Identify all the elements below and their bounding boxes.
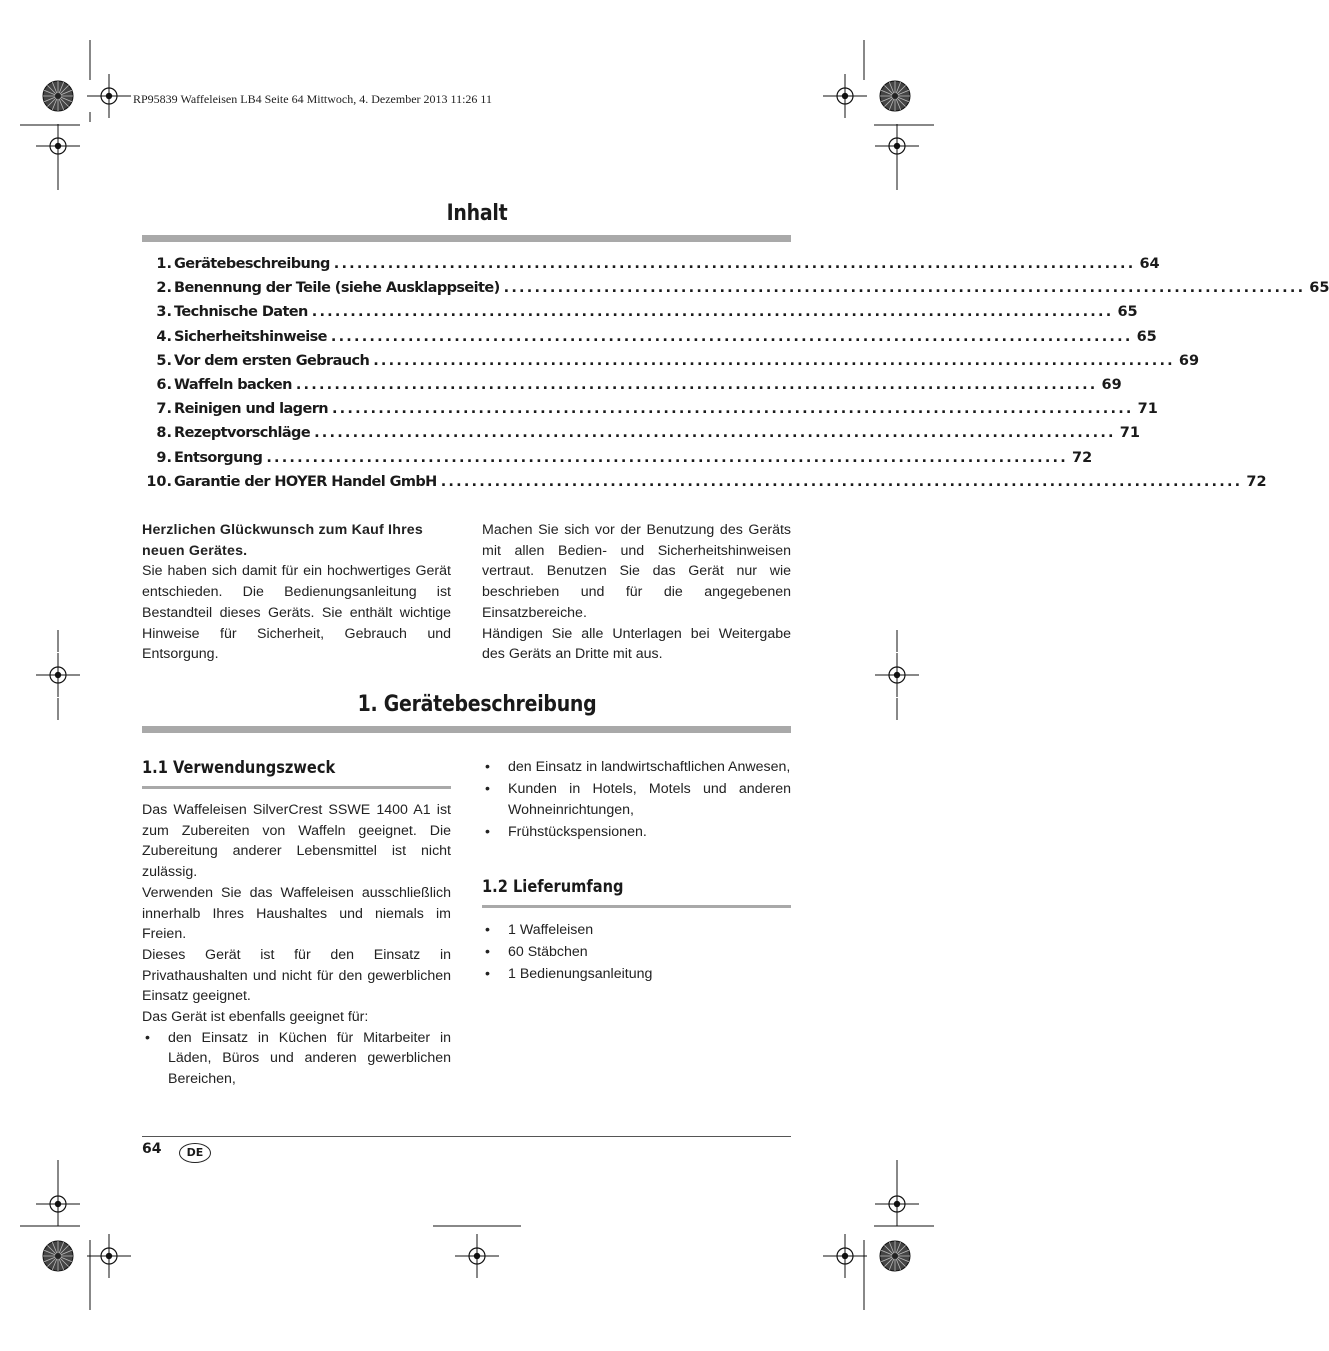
toc-leader: ........................................................................................................ bbox=[314, 425, 1116, 442]
intro-left-column bbox=[142, 520, 451, 665]
intro-right-column bbox=[482, 520, 791, 665]
list-item: • den Einsatz in landwirtschaftlichen Anwesen, bbox=[485, 759, 791, 775]
table-of-contents bbox=[142, 256, 1329, 498]
toc-leader: ........................................................................................................ bbox=[440, 473, 1243, 490]
list-item: • den Einsatz in Küchen für Mitarbeiter in Läden, Büros und anderen gewerblichen Bereichen, bbox=[145, 1029, 451, 1088]
subsection-heading: 1.1 Verwendungszweck bbox=[142, 758, 336, 778]
section-heading: 1. Gerätebeschreibung bbox=[357, 692, 597, 717]
toc-leader: ........................................................................................................ bbox=[333, 256, 1136, 272]
list-item: • Frühstückspensionen. bbox=[485, 824, 647, 841]
print-slug-line: RP95839 Waffeleisen LB4 Seite 64 Mittwoch, 4. Dezember 2013 11:26 11 bbox=[133, 92, 492, 106]
list-item: • 60 Stäbchen bbox=[485, 944, 588, 961]
toc-entry[interactable]: 1. Gerätebeschreibung ........................................................................................................ 64 bbox=[156, 256, 1160, 272]
toc-leader: ........................................................................................................ bbox=[266, 449, 1068, 466]
toc-heading: Inhalt bbox=[446, 201, 508, 226]
toc-leader: ........................................................................................................ bbox=[331, 401, 1134, 418]
toc-leader: ........................................................................................................ bbox=[373, 352, 1175, 369]
toc-leader: ........................................................................................................ bbox=[295, 376, 1098, 393]
usage-list bbox=[142, 1028, 451, 1090]
list-item: • 1 Bedienungsanleitung bbox=[485, 966, 653, 983]
subsection-rule bbox=[482, 905, 791, 908]
toc-entry[interactable]: 9. Entsorgung ........................................................................................................ 72 bbox=[156, 449, 1093, 466]
toc-entry[interactable]: 6. Waffeln backen ........................................................................................................ 69 bbox=[156, 376, 1122, 393]
toc-leader: ........................................................................................................ bbox=[503, 280, 1306, 297]
toc-heading-rule bbox=[142, 235, 791, 242]
usage-column-left: Das Waffeleisen SilverCrest SSWE 1400 A1 ist zum Zubereiten von Waffeln geeignet. Die Zubereitung anderer Lebensmittel ist nicht zulässig. Verwenden Sie das Waffeleisen ausschließlich innerhalb Ihres Haushaltes und niemals im Freien. Dieses Gerät ist für den Einsatz in Privathaushalten und nicht für den gewerblichen Einsatz geeignet. Das Gerät ist ebenfalls geeignet für: • den Einsatz in Küchen für Mitarbeiter in Läden, Büros und anderen gewerblichen Bereichen, bbox=[142, 800, 451, 1091]
intro-lead: Herzlichen Glückwunsch zum Kauf Ihres neuen Gerätes. bbox=[142, 522, 423, 559]
section-heading-rule bbox=[142, 726, 791, 733]
list-item: • 1 Waffeleisen bbox=[485, 922, 594, 938]
toc-entry[interactable]: 7. Reinigen und lagern ........................................................................................................ 71 bbox=[156, 401, 1158, 418]
intro-text: Sie haben sich damit für ein hochwertiges Gerät entschieden. Die Bedienungsanleitung ist Bestandteil dieses Geräts. Sie enthält wichtige Hinweise für Sicherheit, Gebrauch und Entsorgung. bbox=[142, 563, 451, 663]
usage-column-right bbox=[482, 757, 791, 844]
toc-entry[interactable]: 3. Technische Daten ........................................................................................................ 65 bbox=[156, 304, 1138, 321]
toc-entry[interactable]: 4. Sicherheitshinweise ........................................................................................................ 65 bbox=[156, 328, 1157, 345]
list-item: • Kunden in Hotels, Motels und anderen Wohneinrichtungen, bbox=[485, 781, 791, 818]
page-number: 64 bbox=[142, 1141, 162, 1157]
toc-leader: ........................................................................................................ bbox=[311, 304, 1114, 321]
intro-text: Händigen Sie alle Unterlagen bei Weitergabe des Geräts an Dritte mit aus. bbox=[482, 625, 791, 663]
toc-entry[interactable]: 10. Garantie der HOYER Handel GmbH ........................................................................................................ 72 bbox=[146, 473, 1267, 490]
delivery-list-column bbox=[482, 920, 791, 987]
delivery-list bbox=[482, 920, 791, 985]
footer-rule bbox=[142, 1136, 791, 1137]
usage-list bbox=[482, 757, 791, 843]
intro-text: Machen Sie sich vor der Benutzung des Geräts mit allen Bedien- und Sicherheitshinweisen vertraut. Benutzen Sie das Gerät nur wie beschrieben und für die angegebenen Einsatzbereiche. bbox=[482, 522, 791, 621]
toc-entry[interactable]: 2. Benennung der Teile (siehe Ausklappseite) ........................................................................................................ 65 bbox=[156, 280, 1329, 297]
subsection-heading: 1.2 Lieferumfang bbox=[482, 877, 624, 897]
language-badge: DE bbox=[179, 1143, 211, 1163]
subsection-rule bbox=[142, 786, 451, 789]
toc-leader: ........................................................................................................ bbox=[330, 328, 1133, 345]
toc-entry[interactable]: 5. Vor dem ersten Gebrauch ........................................................................................................ 69 bbox=[156, 352, 1200, 369]
toc-entry[interactable]: 8. Rezeptvorschläge ........................................................................................................ 71 bbox=[156, 425, 1140, 442]
